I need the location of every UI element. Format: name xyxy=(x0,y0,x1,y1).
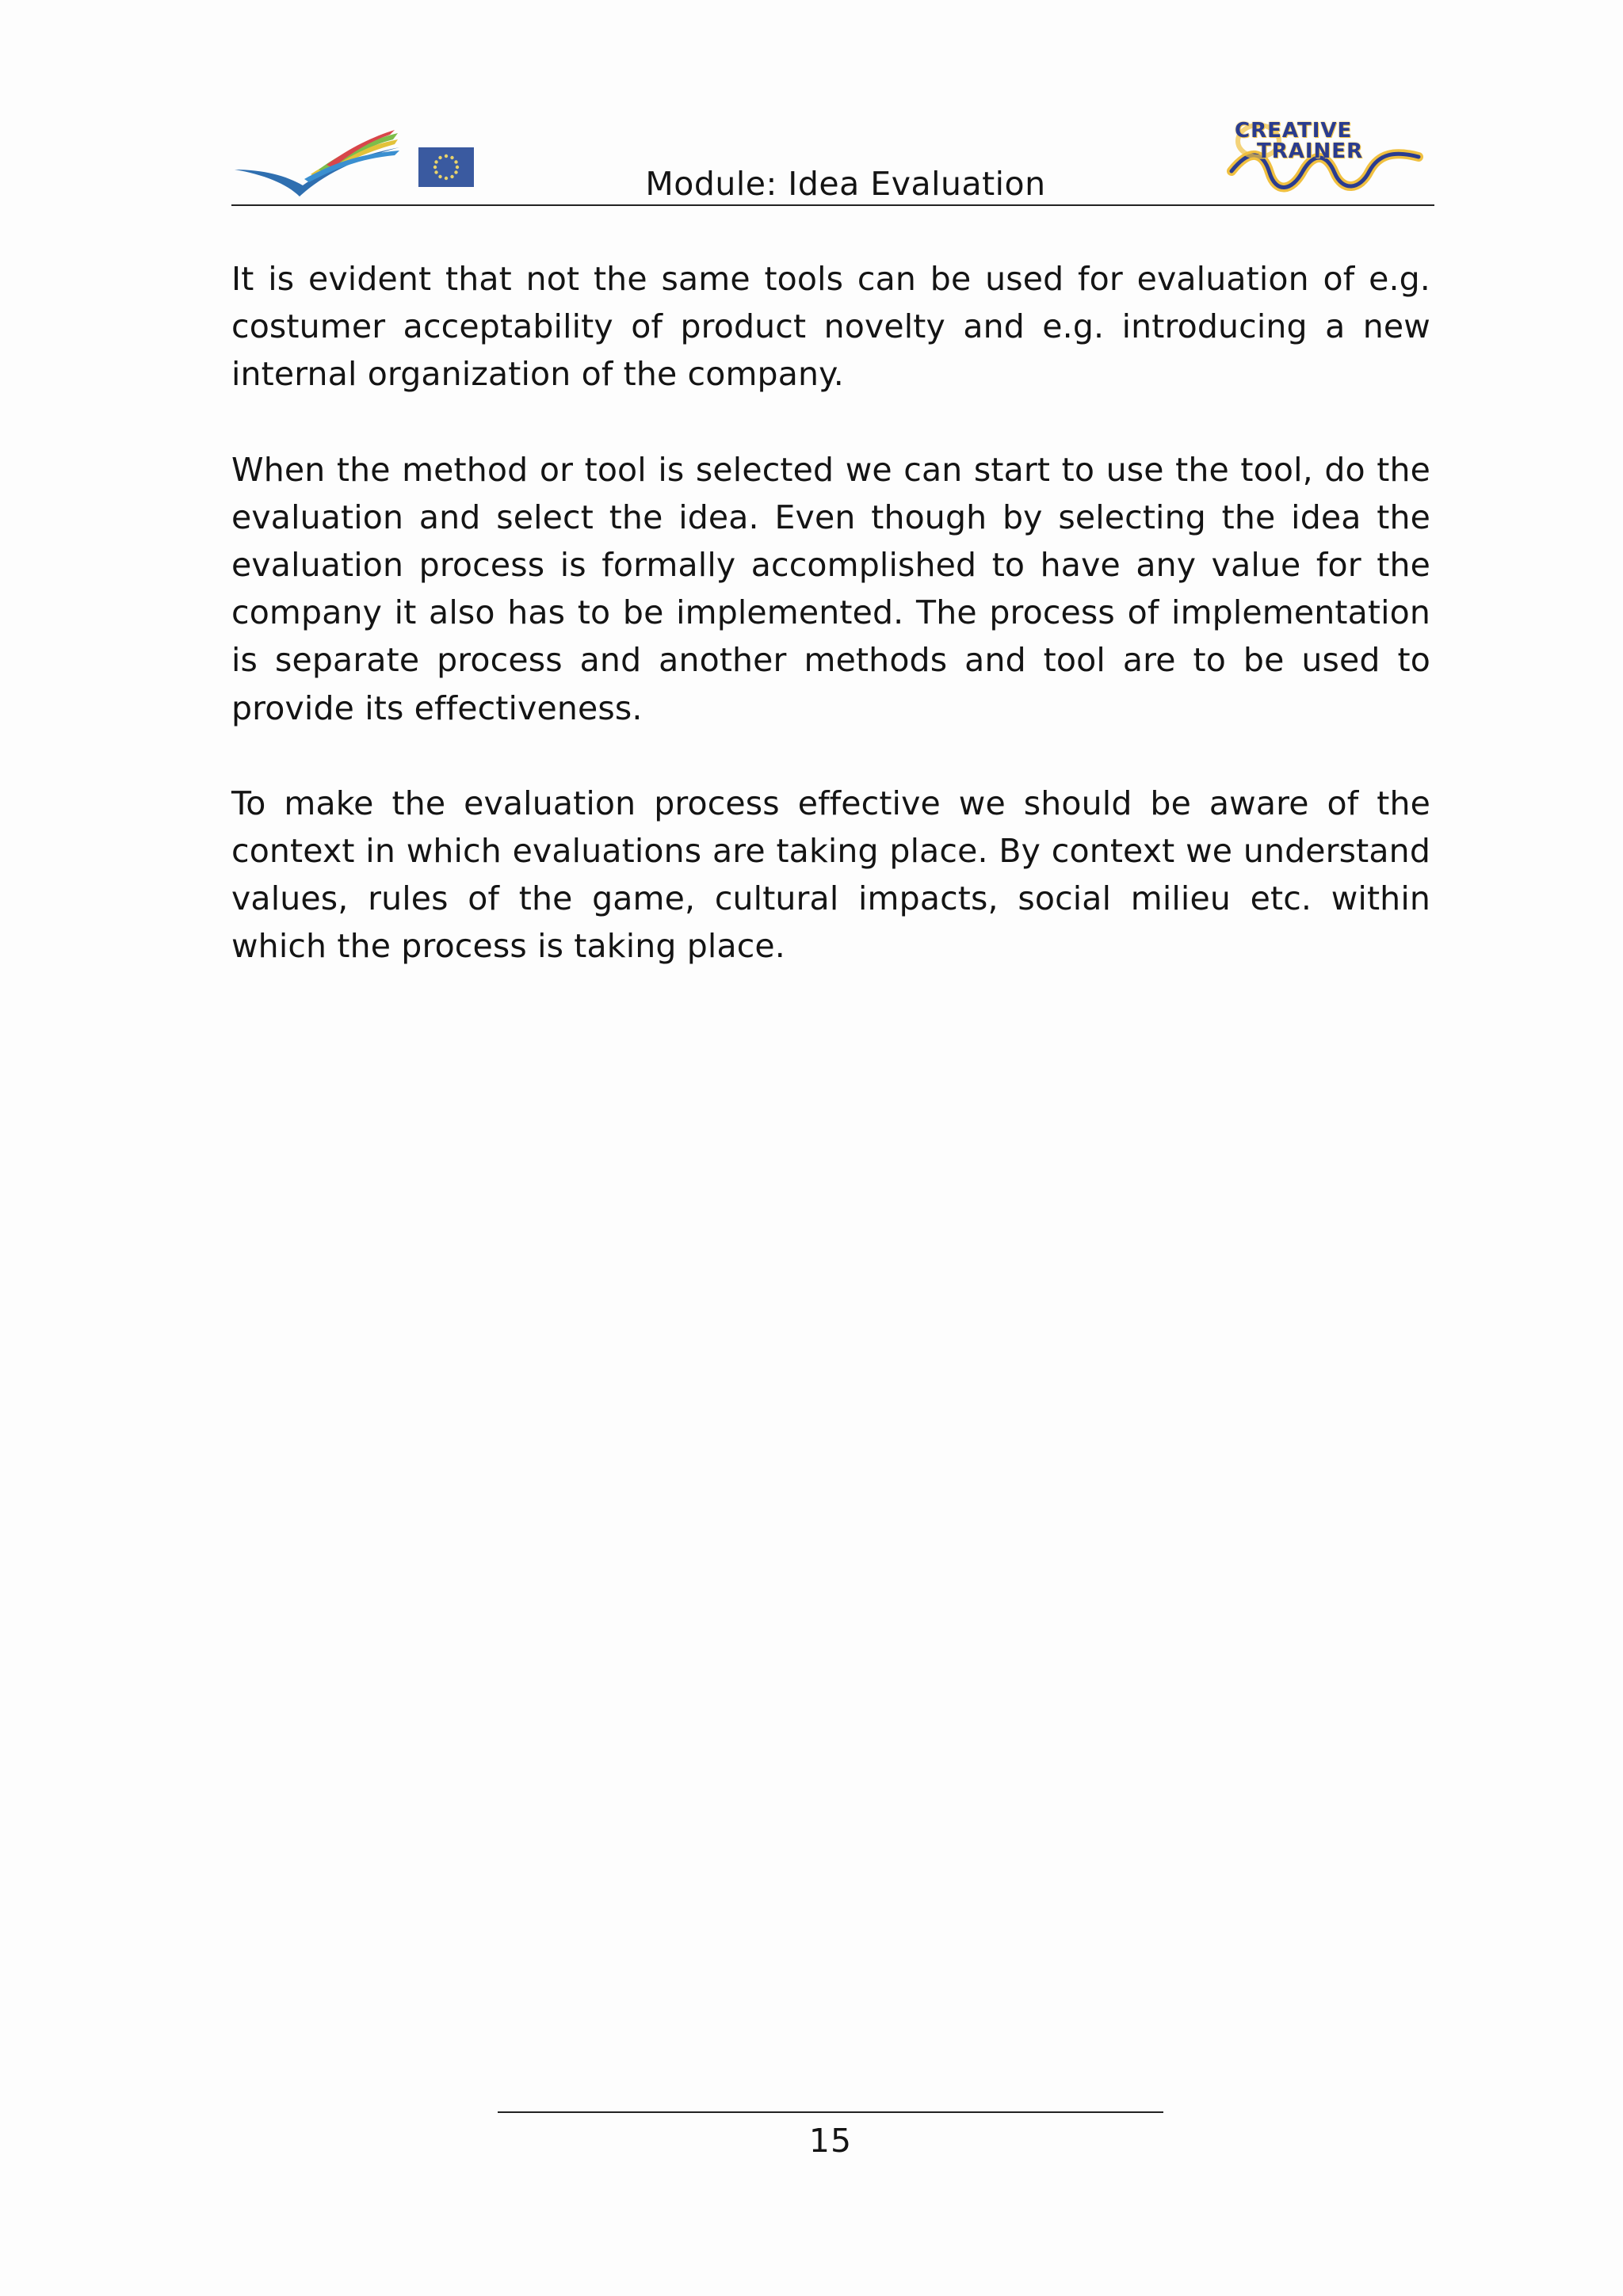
logo-word-trainer: TRAINER xyxy=(1257,139,1364,163)
page-header xyxy=(231,111,1434,206)
paragraph-3: To make the evaluation process effective we should be aware of the context in which evaluations are taking place. By context we understand values, rules of the game, cultural impacts, social milieu etc. within which the process is taking place. xyxy=(231,784,1430,966)
paragraph-2: When the method or tool is selected we can start to use the tool, do the evaluation and select the idea. Even though by selecting the idea the evaluation process is formally accomplished to have any value for the company it also has to be implemented. The process of implementation is separate process and another methods and tool are to be used to provide its effectiveness. xyxy=(231,450,1430,727)
creative-trainer-logo xyxy=(1227,116,1423,198)
paragraph-1: It is evident that not the same tools can be used for evaluation of e.g. costumer acceptability of product novelty and e.g. introducing a new internal organization of the company. xyxy=(231,260,1430,394)
footer-divider xyxy=(498,2111,1163,2113)
body-text xyxy=(231,255,1430,1018)
module-title: Module: Idea Evaluation xyxy=(645,165,1046,203)
logo-word-creative: CREATIVE xyxy=(1235,119,1353,143)
page-number: 15 xyxy=(808,2122,853,2160)
